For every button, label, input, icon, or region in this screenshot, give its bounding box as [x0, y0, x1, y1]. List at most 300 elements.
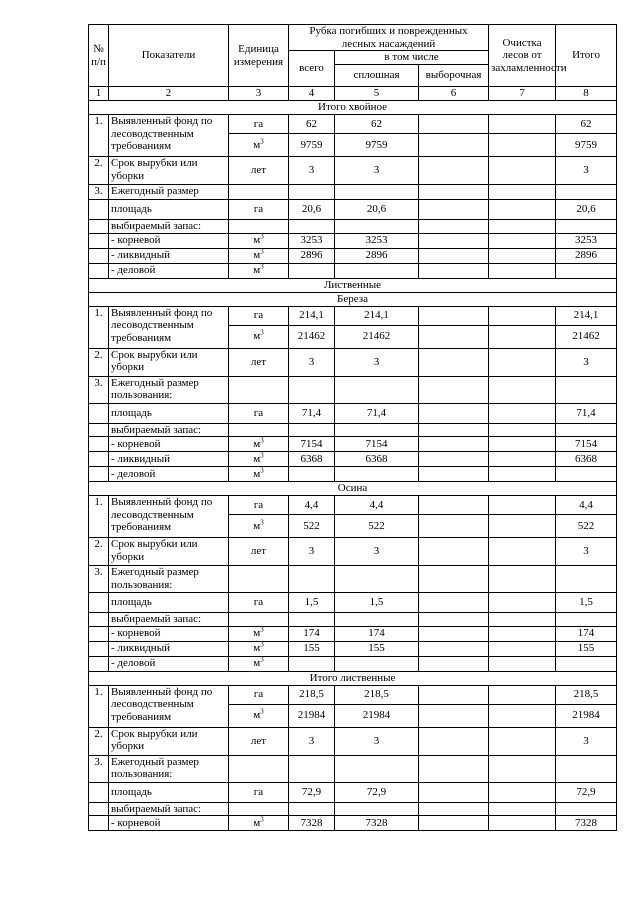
row-label-stock: выбираемый запас: [109, 423, 229, 437]
unit-text: м [253, 627, 261, 640]
value-selective [419, 157, 489, 185]
row-label-stock: выбираемый запас: [109, 613, 229, 627]
table-body [89, 25, 617, 831]
unit-cell [229, 467, 289, 482]
value-selective [419, 306, 489, 325]
empty-cell [289, 423, 335, 437]
row-label-area: площадь [109, 200, 229, 220]
unit-cell [229, 437, 289, 452]
table-row [89, 593, 617, 613]
value-total: 7154 [289, 437, 335, 452]
row-number: 1. [89, 685, 109, 727]
unit-text: м [253, 138, 261, 151]
unit-cell [229, 233, 289, 248]
unit-superscript: 3 [260, 451, 264, 460]
unit-cell [229, 593, 289, 613]
row-label-period: Срок вырубки или уборки [109, 538, 229, 566]
row-label-period: Срок вырубки или уборки [109, 157, 229, 185]
table-row [89, 626, 617, 641]
table-row [89, 538, 617, 566]
row-number: 3. [89, 755, 109, 782]
table-row [89, 423, 617, 437]
value-grand-total: 7328 [556, 816, 617, 831]
row-label-area: площадь [109, 593, 229, 613]
unit-text: лет [250, 545, 267, 558]
unit-text: м [253, 816, 261, 829]
row-label-annual: Ежегодный размер [109, 185, 229, 200]
value-grand-total: 6368 [556, 452, 617, 467]
value-total: 9759 [289, 134, 335, 157]
unit-cell [229, 348, 289, 376]
unit-text: лет [250, 164, 267, 177]
row-label-liquid: - ликвидный [109, 248, 229, 263]
unit-cell [229, 782, 289, 802]
value-cleaning [489, 685, 556, 704]
value-grand-total: 62 [556, 115, 617, 134]
row-label-stock: выбираемый запас: [109, 802, 229, 816]
table-row [89, 306, 617, 325]
unit-text: га [253, 203, 264, 216]
value-total: 214,1 [289, 306, 335, 325]
unit-cell [229, 306, 289, 325]
row-label-liquid: - ликвидный [109, 452, 229, 467]
empty-cell [89, 248, 109, 263]
empty-cell [289, 467, 335, 482]
row-label-business: - деловой [109, 263, 229, 278]
row-label-fund: Выявленный фонд по лесоводственным требованиям [109, 685, 229, 727]
empty-cell [489, 185, 556, 200]
empty-cell [335, 656, 419, 671]
unit-text: м [253, 249, 261, 262]
unit-text: га [253, 596, 264, 609]
unit-text: м [253, 467, 261, 480]
empty-cell [89, 593, 109, 613]
header-total-col: всего [289, 51, 335, 87]
empty-cell [89, 423, 109, 437]
value-selective [419, 115, 489, 134]
table-row [89, 566, 617, 593]
empty-cell [489, 423, 556, 437]
table-row [89, 263, 617, 278]
row-label-stock: выбираемый запас: [109, 220, 229, 234]
empty-cell [289, 802, 335, 816]
unit-text: га [253, 785, 264, 798]
header-clear-cut: сплошная [335, 65, 419, 87]
section-title: Береза [89, 292, 617, 306]
value-grand-total: 4,4 [556, 496, 617, 515]
unit-cell [229, 134, 289, 157]
value-cleaning [489, 134, 556, 157]
value-clear-cut: 218,5 [335, 685, 419, 704]
header-felling: Рубка погибших и поврежденных лесных насаждений [289, 25, 489, 51]
empty-cell [419, 755, 489, 782]
value-grand-total: 3 [556, 538, 617, 566]
table-row [89, 200, 617, 220]
row-number: 3. [89, 566, 109, 593]
unit-superscript: 3 [260, 625, 264, 634]
value-clear-cut: 3253 [335, 233, 419, 248]
empty-cell [419, 566, 489, 593]
value-cleaning [489, 157, 556, 185]
table-row [89, 233, 617, 248]
empty-cell [489, 467, 556, 482]
value-clear-cut: 2896 [335, 248, 419, 263]
value-selective [419, 134, 489, 157]
value-total: 1,5 [289, 593, 335, 613]
value-clear-cut: 1,5 [335, 593, 419, 613]
unit-superscript: 3 [260, 232, 264, 241]
empty-cell [89, 816, 109, 831]
value-selective [419, 248, 489, 263]
value-cleaning [489, 816, 556, 831]
row-label-business: - деловой [109, 656, 229, 671]
unit-text: м [253, 330, 261, 343]
value-selective [419, 496, 489, 515]
empty-cell [229, 802, 289, 816]
value-total: 2896 [289, 248, 335, 263]
table-row [89, 185, 617, 200]
value-selective [419, 704, 489, 727]
empty-cell [289, 613, 335, 627]
row-label-business: - деловой [109, 467, 229, 482]
row-label-period: Срок вырубки или уборки [109, 727, 229, 755]
empty-cell [89, 467, 109, 482]
value-grand-total: 3 [556, 157, 617, 185]
value-cleaning [489, 200, 556, 220]
value-total: 4,4 [289, 496, 335, 515]
empty-cell [556, 467, 617, 482]
value-clear-cut: 21984 [335, 704, 419, 727]
empty-cell [335, 467, 419, 482]
row-label-fund: Выявленный фонд по лесоводственным требованиям [109, 496, 229, 538]
col-number: 1 [89, 87, 109, 101]
value-selective [419, 452, 489, 467]
value-cleaning [489, 704, 556, 727]
value-clear-cut: 6368 [335, 452, 419, 467]
value-cleaning [489, 593, 556, 613]
unit-cell [229, 515, 289, 538]
unit-superscript: 3 [260, 436, 264, 445]
value-total: 218,5 [289, 685, 335, 704]
value-selective [419, 727, 489, 755]
value-grand-total: 7154 [556, 437, 617, 452]
value-grand-total: 21462 [556, 325, 617, 348]
table-row [89, 157, 617, 185]
empty-cell [89, 220, 109, 234]
row-label-root: - корневой [109, 626, 229, 641]
row-label-liquid: - ликвидный [109, 641, 229, 656]
value-total: 71,4 [289, 403, 335, 423]
col-number: 7 [489, 87, 556, 101]
value-grand-total: 214,1 [556, 306, 617, 325]
unit-cell [229, 115, 289, 134]
value-total: 62 [289, 115, 335, 134]
value-selective [419, 348, 489, 376]
table-row [89, 452, 617, 467]
empty-cell [419, 656, 489, 671]
empty-cell [229, 376, 289, 403]
empty-cell [556, 613, 617, 627]
value-cleaning [489, 403, 556, 423]
value-cleaning [489, 727, 556, 755]
col-number: 6 [419, 87, 489, 101]
unit-text: га [253, 688, 264, 701]
unit-superscript: 3 [260, 466, 264, 475]
unit-cell [229, 452, 289, 467]
unit-text: га [253, 406, 264, 419]
value-total: 6368 [289, 452, 335, 467]
value-cleaning [489, 782, 556, 802]
row-label-area: площадь [109, 782, 229, 802]
value-clear-cut: 3 [335, 538, 419, 566]
col-number: 2 [109, 87, 229, 101]
empty-cell [556, 423, 617, 437]
header-unit: Единица измерения [229, 25, 289, 87]
value-clear-cut: 9759 [335, 134, 419, 157]
value-cleaning [489, 325, 556, 348]
value-clear-cut: 4,4 [335, 496, 419, 515]
empty-cell [89, 263, 109, 278]
value-grand-total: 522 [556, 515, 617, 538]
value-selective [419, 233, 489, 248]
table-row [89, 755, 617, 782]
empty-cell [335, 185, 419, 200]
empty-cell [89, 200, 109, 220]
value-grand-total: 71,4 [556, 403, 617, 423]
empty-cell [335, 755, 419, 782]
empty-cell [335, 613, 419, 627]
value-cleaning [489, 515, 556, 538]
value-total: 21462 [289, 325, 335, 348]
empty-cell [489, 755, 556, 782]
row-number: 1. [89, 496, 109, 538]
value-total: 3 [289, 157, 335, 185]
value-cleaning [489, 437, 556, 452]
unit-cell [229, 538, 289, 566]
value-selective [419, 641, 489, 656]
empty-cell [556, 220, 617, 234]
unit-superscript: 3 [260, 518, 264, 527]
empty-cell [556, 376, 617, 403]
unit-superscript: 3 [260, 262, 264, 271]
value-selective [419, 816, 489, 831]
value-clear-cut: 62 [335, 115, 419, 134]
row-label-annual: Ежегодный размер пользования: [109, 376, 229, 403]
row-label-root: - корневой [109, 233, 229, 248]
value-selective [419, 403, 489, 423]
empty-cell [419, 220, 489, 234]
row-number: 2. [89, 348, 109, 376]
empty-cell [335, 263, 419, 278]
table-row [89, 727, 617, 755]
value-total: 7328 [289, 816, 335, 831]
empty-cell [289, 656, 335, 671]
unit-text: м [253, 709, 261, 722]
unit-cell [229, 403, 289, 423]
table-row [89, 376, 617, 403]
column-numbers-row [89, 87, 617, 101]
header-incl: в том числе [335, 51, 489, 65]
unit-text: м [253, 642, 261, 655]
empty-cell [229, 613, 289, 627]
value-clear-cut: 7328 [335, 816, 419, 831]
empty-cell [229, 755, 289, 782]
value-total: 155 [289, 641, 335, 656]
value-grand-total: 3 [556, 348, 617, 376]
header-no: № п/п [89, 25, 109, 87]
empty-cell [289, 566, 335, 593]
value-grand-total: 1,5 [556, 593, 617, 613]
row-label-fund: Выявленный фонд по лесоводственным требованиям [109, 306, 229, 348]
unit-cell [229, 263, 289, 278]
empty-cell [289, 220, 335, 234]
header-selective: выборочная [419, 65, 489, 87]
value-grand-total: 20,6 [556, 200, 617, 220]
empty-cell [229, 566, 289, 593]
empty-cell [335, 220, 419, 234]
value-clear-cut: 7154 [335, 437, 419, 452]
value-cleaning [489, 496, 556, 515]
unit-text: га [253, 117, 264, 130]
col-number: 8 [556, 87, 617, 101]
value-clear-cut: 3 [335, 157, 419, 185]
row-number: 2. [89, 157, 109, 185]
empty-cell [419, 802, 489, 816]
empty-cell [335, 376, 419, 403]
table-row [89, 641, 617, 656]
table-row [89, 496, 617, 515]
unit-cell [229, 685, 289, 704]
empty-cell [89, 233, 109, 248]
value-selective [419, 325, 489, 348]
unit-text: га [253, 498, 264, 511]
row-label-root: - корневой [109, 437, 229, 452]
value-cleaning [489, 248, 556, 263]
empty-cell [89, 403, 109, 423]
value-total: 21984 [289, 704, 335, 727]
row-label-area: площадь [109, 403, 229, 423]
row-label-fund: Выявленный фонд по лесоводственным требованиям [109, 115, 229, 157]
value-clear-cut: 3 [335, 727, 419, 755]
header-indicator: Показатели [109, 25, 229, 87]
row-number: 1. [89, 306, 109, 348]
unit-cell [229, 816, 289, 831]
value-grand-total: 3 [556, 727, 617, 755]
unit-cell [229, 325, 289, 348]
value-total: 3 [289, 538, 335, 566]
row-number: 3. [89, 376, 109, 403]
empty-cell [335, 802, 419, 816]
unit-cell [229, 656, 289, 671]
value-selective [419, 626, 489, 641]
value-grand-total: 3253 [556, 233, 617, 248]
value-selective [419, 593, 489, 613]
table-row [89, 802, 617, 816]
unit-superscript: 3 [260, 640, 264, 649]
section-title-row [89, 292, 617, 306]
empty-cell [556, 566, 617, 593]
empty-cell [419, 613, 489, 627]
value-selective [419, 782, 489, 802]
value-total: 3253 [289, 233, 335, 248]
empty-cell [489, 220, 556, 234]
empty-cell [556, 185, 617, 200]
unit-text: м [253, 437, 261, 450]
value-total: 3 [289, 727, 335, 755]
section-title-row [89, 278, 617, 292]
empty-cell [489, 656, 556, 671]
empty-cell [229, 185, 289, 200]
value-grand-total: 9759 [556, 134, 617, 157]
empty-cell [335, 566, 419, 593]
value-clear-cut: 72,9 [335, 782, 419, 802]
empty-cell [489, 566, 556, 593]
value-cleaning [489, 641, 556, 656]
table-row [89, 115, 617, 134]
row-label-period: Срок вырубки или уборки [109, 348, 229, 376]
section-title: Лиственные [89, 278, 617, 292]
empty-cell [419, 376, 489, 403]
unit-text: м [253, 452, 261, 465]
empty-cell [335, 423, 419, 437]
forest-felling-table [88, 24, 617, 831]
row-label-annual: Ежегодный размер пользования: [109, 755, 229, 782]
table-row [89, 220, 617, 234]
row-number: 2. [89, 538, 109, 566]
empty-cell [489, 613, 556, 627]
unit-cell [229, 641, 289, 656]
empty-cell [89, 802, 109, 816]
unit-text: м [253, 264, 261, 277]
unit-cell [229, 248, 289, 263]
value-cleaning [489, 233, 556, 248]
value-grand-total: 2896 [556, 248, 617, 263]
value-grand-total: 174 [556, 626, 617, 641]
unit-superscript: 3 [260, 328, 264, 337]
empty-cell [419, 185, 489, 200]
row-label-annual: Ежегодный размер пользования: [109, 566, 229, 593]
value-clear-cut: 522 [335, 515, 419, 538]
unit-superscript: 3 [260, 655, 264, 664]
unit-text: м [253, 519, 261, 532]
value-grand-total: 218,5 [556, 685, 617, 704]
empty-cell [89, 656, 109, 671]
value-total: 20,6 [289, 200, 335, 220]
row-number: 1. [89, 115, 109, 157]
unit-superscript: 3 [260, 247, 264, 256]
header-grand-total: Итого [556, 25, 617, 87]
section-title-row [89, 671, 617, 685]
empty-cell [419, 467, 489, 482]
value-cleaning [489, 626, 556, 641]
row-number: 3. [89, 185, 109, 200]
col-number: 4 [289, 87, 335, 101]
unit-cell [229, 727, 289, 755]
table-row [89, 437, 617, 452]
table-row [89, 348, 617, 376]
empty-cell [89, 626, 109, 641]
table-row [89, 685, 617, 704]
value-cleaning [489, 306, 556, 325]
empty-cell [229, 220, 289, 234]
unit-text: м [253, 657, 261, 670]
table-row [89, 403, 617, 423]
table-row [89, 816, 617, 831]
value-clear-cut: 3 [335, 348, 419, 376]
row-number: 2. [89, 727, 109, 755]
unit-cell [229, 157, 289, 185]
value-selective [419, 538, 489, 566]
